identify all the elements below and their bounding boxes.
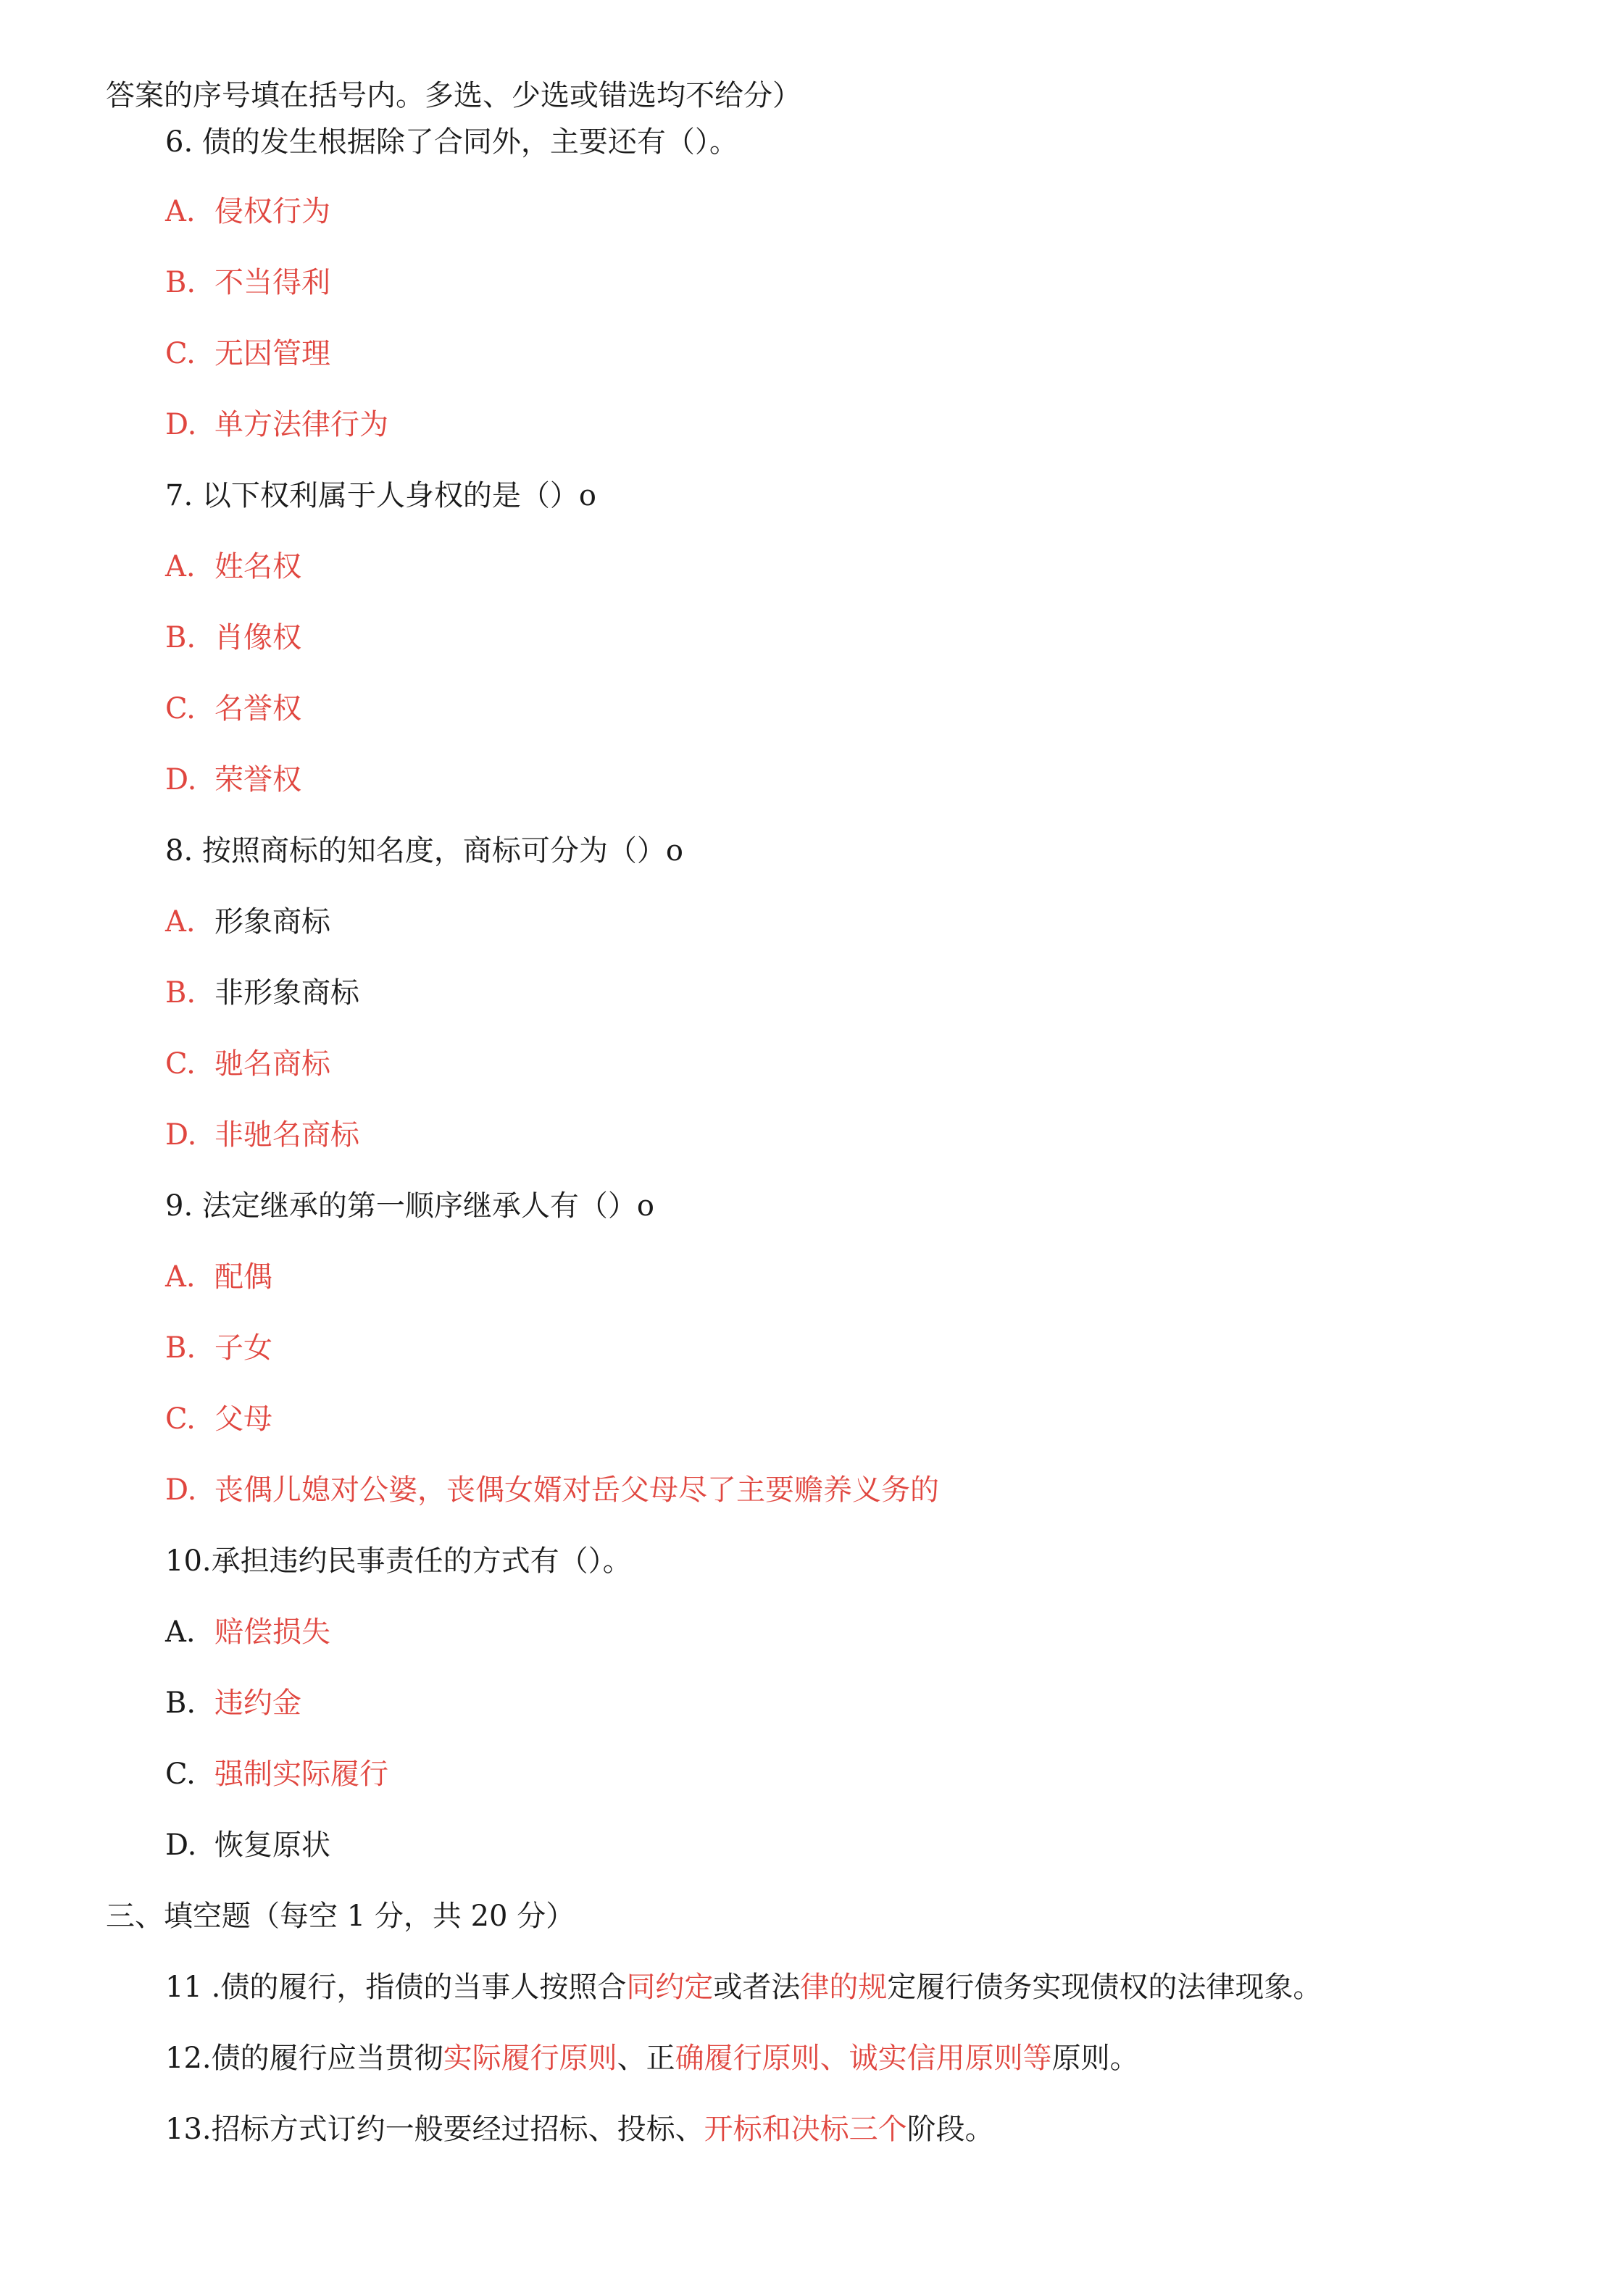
option-label: D.	[165, 1473, 197, 1507]
section-3-heading: 三、填空题（每空 1 分，共 20 分）	[106, 1900, 575, 1933]
question-7-option-c	[165, 690, 301, 728]
option-label: B.	[165, 1331, 196, 1365]
option-label: C.	[165, 337, 196, 370]
q12-answer: 确履行原则、诚实信用原则等	[675, 2042, 1052, 2075]
question-8-option-c	[165, 1045, 330, 1083]
option-text: 配偶	[214, 1260, 272, 1294]
option-label: D.	[165, 1118, 197, 1152]
option-text: 子女	[214, 1331, 272, 1365]
question-8-option-b	[165, 974, 359, 1012]
q13-answer: 开标和决标三个	[704, 2113, 907, 2146]
question-11	[165, 1968, 1322, 2006]
question-10-option-b	[165, 1684, 301, 1722]
option-label: B.	[165, 976, 196, 1010]
question-13	[165, 2110, 994, 2148]
q13-text: 13.招标方式订约一般要经过招标、投标、	[165, 2113, 704, 2146]
question-7-option-d	[165, 761, 301, 799]
question-9-option-a	[165, 1258, 272, 1296]
q11-text: 或者法	[713, 1971, 801, 2004]
option-label: B.	[165, 1686, 196, 1720]
option-label: B.	[165, 621, 196, 654]
question-10-option-a	[165, 1613, 330, 1651]
option-text: 名誉权	[214, 692, 301, 725]
option-label: A.	[165, 1260, 196, 1294]
q11-answer: 律的规	[800, 1971, 888, 2004]
option-label: D.	[165, 1829, 197, 1862]
q11-text: 定履行债务实现债权的法律现象。	[887, 1971, 1322, 2004]
option-text: 恢复原状	[214, 1829, 330, 1862]
option-label: A.	[165, 550, 196, 583]
q12-text: 、正	[617, 2042, 675, 2075]
question-8-stem: 8. 按照商标的知名度，商标可分为（）o	[165, 834, 683, 868]
question-7-stem: 7. 以下权利属于人身权的是（）o	[165, 479, 596, 512]
question-6-option-c	[165, 335, 330, 373]
q12-answer: 实际履行原则	[443, 2042, 617, 2075]
q12-text: 12.债的履行应当贯彻	[165, 2042, 443, 2075]
option-label: C.	[165, 1402, 196, 1436]
question-9-option-d	[165, 1471, 939, 1509]
option-text: 强制实际履行	[214, 1758, 388, 1791]
option-text: 不当得利	[214, 266, 330, 299]
option-text: 驰名商标	[214, 1047, 330, 1081]
option-text: 父母	[214, 1402, 272, 1436]
question-6-option-d	[165, 406, 388, 444]
option-label: C.	[165, 1047, 196, 1081]
question-9-option-c	[165, 1400, 272, 1438]
question-9-option-b	[165, 1329, 272, 1367]
question-6-stem: 6. 债的发生根据除了合同外，主要还有（）。	[165, 125, 738, 159]
option-label: B.	[165, 266, 196, 299]
option-label: D.	[165, 408, 197, 441]
question-10-option-c	[165, 1755, 388, 1793]
question-8-option-a	[165, 903, 330, 941]
q11-answer: 同约定	[626, 1971, 714, 2004]
option-text: 非形象商标	[214, 976, 359, 1010]
option-text: 单方法律行为	[214, 408, 388, 441]
option-text: 非驰名商标	[214, 1118, 359, 1152]
option-label: C.	[165, 692, 196, 725]
option-text: 赔偿损失	[214, 1615, 330, 1649]
option-text: 侵权行为	[214, 195, 330, 228]
option-text: 无因管理	[214, 337, 330, 370]
question-7-option-b	[165, 619, 301, 657]
option-text: 姓名权	[214, 550, 301, 583]
q13-text: 阶段。	[906, 2113, 994, 2146]
question-6-option-b	[165, 264, 330, 301]
question-7-option-a	[165, 548, 301, 586]
q11-text: 11 .债的履行，指债的当事人按照合	[165, 1971, 627, 2004]
question-8-option-d	[165, 1116, 359, 1154]
option-text: 肖像权	[214, 621, 301, 654]
intro-line: 答案的序号填在括号内。多选、少选或错选均不给分）	[106, 79, 801, 112]
option-text: 荣誉权	[214, 763, 301, 796]
question-10-option-d	[165, 1826, 330, 1864]
option-label: D.	[165, 763, 197, 796]
option-label: C.	[165, 1758, 196, 1791]
question-6-option-a	[165, 193, 330, 230]
option-text: 违约金	[214, 1686, 301, 1720]
q12-text: 原则。	[1051, 2042, 1139, 2075]
option-text: 形象商标	[214, 905, 330, 939]
option-label: A.	[165, 1615, 196, 1649]
option-label: A.	[165, 905, 196, 939]
question-9-stem: 9. 法定继承的第一顺序继承人有（）o	[165, 1189, 654, 1223]
option-text: 丧偶儿媳对公婆，丧偶女婿对岳父母尽了主要赡养义务的	[214, 1473, 939, 1507]
option-label: A.	[165, 195, 196, 228]
question-12	[165, 2039, 1139, 2077]
question-10-stem: 10.承担违约民事责任的方式有（）。	[165, 1544, 632, 1578]
